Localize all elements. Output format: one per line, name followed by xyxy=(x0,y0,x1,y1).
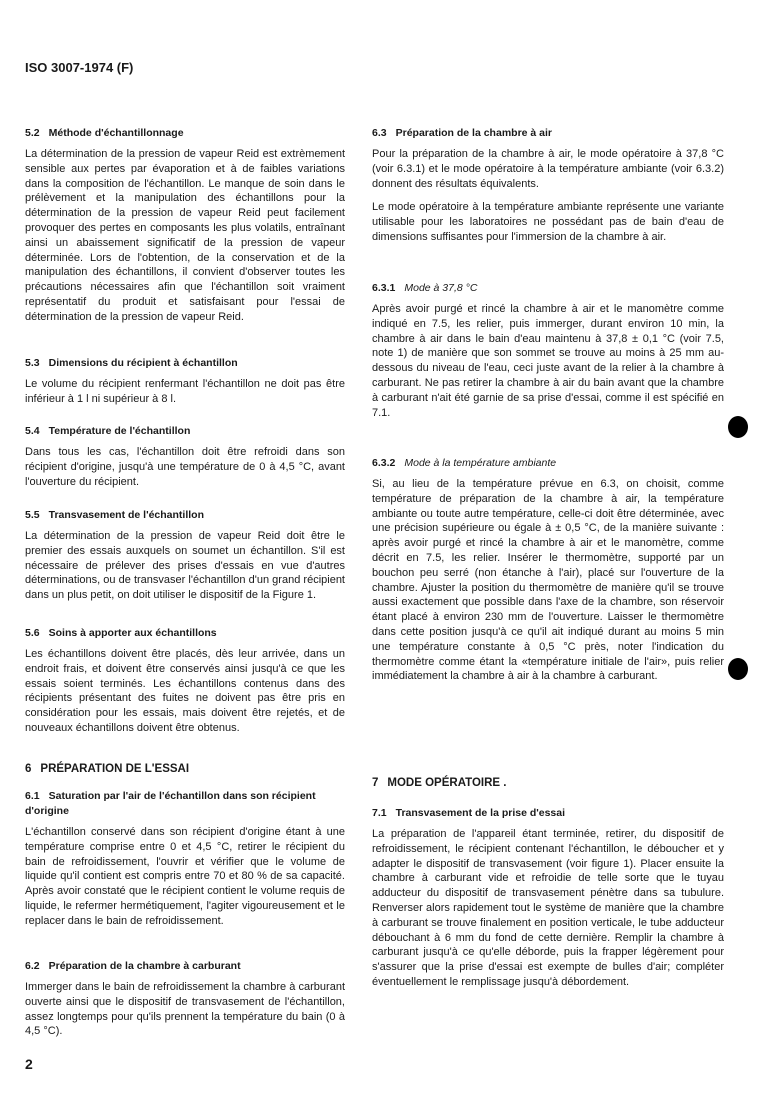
section-title: MODE OPÉRATOIRE . xyxy=(387,777,507,789)
section-heading xyxy=(372,126,724,141)
section-number: 6.3.1 xyxy=(372,282,396,294)
paragraph: Les échantillons doivent être placés, dès leur arrivée, dans un endroit frais, et doivent être conservés ainsi jusqu'à ce que les essais soient terminés. Les échantillons contenus dans des récipients présentant des fuites ne doivent pas être pris en considération pour les essais, mais doivent être rejetés, et de nouveaux échantillons doivent être obtenus. xyxy=(25,648,345,734)
section-heading xyxy=(25,424,345,439)
section xyxy=(372,126,724,254)
section-title: Transvasement de la prise d'essai xyxy=(395,807,566,819)
section-title: Saturation par l'air de l'échantillon dans son récipient d'origine xyxy=(25,790,316,817)
section xyxy=(25,789,345,938)
section-heading xyxy=(25,356,345,371)
section-number: 6.1 xyxy=(25,790,40,802)
section xyxy=(25,959,345,1048)
section-number: 5.5 xyxy=(25,509,40,521)
section xyxy=(372,806,724,999)
section-number: 7 xyxy=(372,777,379,789)
section-number: 6.2 xyxy=(25,960,40,972)
paragraph: Le mode opératoire à la température ambiante représente une variante utilisable pour les laboratoires ne possédant pas de bain d'eau de dimensions suffisantes pour l'immersion de la chambre à air. xyxy=(372,201,724,243)
section-title: Dimensions du récipient à échantillon xyxy=(48,357,238,369)
paragraph: La détermination de la pression de vapeur Reid doit être le premier des essais auxquels on soumet un échantillon. S'il est nécessaire de prélever des prises d'essais en vue d'autres déterminations, ou de transvaser l'échantillon d'un grand récipient dans un plus petit, on doit utiliser le dispositif de la Figure 1. xyxy=(25,530,345,602)
paragraph: Si, au lieu de la température prévue en 6.3, on choisit, comme température de préparation de la chambre à air, la température ambiante ou toute autre température, celle-ci doit être déterminée, avec une précision supérieure ou égale à ± 0,5 °C, de la manière suivante : après avoir purgé et rincé la chambre à air et le manomètre, comme décrit en 7.5, les relier. Insérer le thermomètre, supporté par un bouchon peu serré (non étanche à l'air), placé sur l'ouverture de la chambre. Ajuster la position du thermomètre de manière qu'il se trouve aussi exactement que possible dans l'axe de la chambre, son réservoir étant placé à environ 230 mm de l'ouverture. Laisser le thermomètre dans cette position jusqu'à ce qu'il ait indiqué durant au moins 5 min une température constante à 0,5 °C près, noter l'indication du thermomètre comme étant la «température initiale de l'air», puis relier immédiatement la chambre à air à la chambre à carburant. xyxy=(372,478,724,683)
paragraph: Pour la préparation de la chambre à air, le mode opératoire à 37,8 °C (voir 6.3.1) et le mode opératoire à la température ambiante (voir 6.3.2) donnent des résultats équivalents. xyxy=(372,148,724,190)
section-title: Mode à la température ambiante xyxy=(404,457,557,469)
section xyxy=(372,281,724,429)
section-title: Mode à 37,8 °C xyxy=(404,282,478,294)
section-number: 6 xyxy=(25,763,32,775)
section-title: Préparation de la chambre à carburant xyxy=(48,960,241,972)
section-number: 7.1 xyxy=(372,807,387,819)
section-title: Méthode d'échantillonnage xyxy=(48,127,184,139)
section xyxy=(25,126,345,334)
section xyxy=(25,626,345,745)
page-number: 2 xyxy=(25,1056,33,1072)
document-header: ISO 3007-1974 (F) xyxy=(25,60,134,75)
section-title: PRÉPARATION DE L'ESSAI xyxy=(40,763,190,775)
punch-hole-mark xyxy=(728,416,748,438)
section-heading xyxy=(25,508,345,523)
section-number: 5.4 xyxy=(25,425,40,437)
section xyxy=(25,356,345,416)
section-heading xyxy=(372,456,724,471)
section-title: Température de l'échantillon xyxy=(48,425,191,437)
section-heading xyxy=(25,789,345,819)
section-title: Transvasement de l'échantillon xyxy=(48,509,204,521)
section-number: 5.6 xyxy=(25,627,40,639)
paragraph: Après avoir purgé et rincé la chambre à air et le manomètre comme indiqué en 7.5, les relier, puis immerger, durant environ 10 min, la chambre à air dans le bain d'eau maintenu à 37,8 ± 0,1 °C (voir 7.5, note 1) de manière que son sommet se trouve au moins à 25 mm au-dessous du niveau de l'eau, ceci juste avant de la relier à la chambre à carburant. Ne pas retirer la chambre à air du bain avant que la chambre à carburant n'ait été garnie de sa prise d'essai, comme il est spécifié en 7.1. xyxy=(372,303,724,419)
paragraph: L'échantillon conservé dans son récipient d'origine étant à une température comprise entre 0 et 4,5 °C, retirer le récipient du bain de refroidissement, l'ouvrir et vérifier que le volume de liquide qu'il contient est compris entre 70 et 80 % de sa capacité. Après avoir constaté que le récipient contient le volume requis de liquide, le refermer hermétiquement, l'agiter vigoureusement et le replacer dans le bain de refroidissement. xyxy=(25,826,345,927)
section-title: Soins à apporter aux échantillons xyxy=(48,627,217,639)
section xyxy=(372,456,724,693)
section xyxy=(25,424,345,498)
section-heading xyxy=(372,776,724,791)
section xyxy=(372,776,724,803)
section-number: 5.2 xyxy=(25,127,40,139)
paragraph: Immerger dans le bain de refroidissement la chambre à carburant ouverte ainsi que le dispositif de transvasement de l'échantillon, assez longtemps pour qu'ils prennent la température du bain (0 à 4,5 °C). xyxy=(25,981,345,1038)
paragraph: La préparation de l'appareil étant terminée, retirer, du dispositif de refroidissement, le récipient contenant l'échantillon, le déboucher et y adapter le dispositif de transvasement (voir figure 1). Placer ensuite la chambre à carburant vide et refroidie de telle sorte que le tuyau adducteur du dispositif de transvasement pénètre dans sa tubulure. Renverser alors rapidement tout le système de manière que la chambre à carburant se trouve finalement en position verticale, le tube adducteur débouchant à 6 mm du fond de cette dernière. Remplir la chambre à carburant jusqu'à ce qu'elle déborde, puis la frapper légèrement pour s'assurer que la prise d'essai est exempte de bulles d'air; compléter éventuellement le remplissage jusqu'à débordement. xyxy=(372,828,724,988)
paragraph: Le volume du récipient renfermant l'échantillon ne doit pas être inférieur à 1 l ni supérieur à 8 l. xyxy=(25,378,345,405)
paragraph: Dans tous les cas, l'échantillon doit être refroidi dans son récipient d'origine, jusqu'à une température de 0 à 4,5 °C, avant l'ouverture du récipient. xyxy=(25,446,345,488)
section-heading xyxy=(25,126,345,141)
section-heading xyxy=(25,626,345,641)
section-number: 6.3.2 xyxy=(372,457,396,469)
section-number: 6.3 xyxy=(372,127,387,139)
section-number: 5.3 xyxy=(25,357,40,369)
section-heading xyxy=(25,959,345,974)
section-title: Préparation de la chambre à air xyxy=(395,127,553,139)
section xyxy=(25,508,345,612)
punch-hole-mark xyxy=(728,658,748,680)
section-heading xyxy=(372,806,724,821)
section-heading xyxy=(372,281,724,296)
section-heading xyxy=(25,762,345,777)
section xyxy=(25,762,345,789)
paragraph: La détermination de la pression de vapeur Reid est extrèmement sensible aux pertes par évaporation et à de faibles variations dans la composition de l'échantillon. Le manque de soin dans le prélèvement et la manipulation des échantillons pour la détermination de la pression de vapeur Reid peut facilement provoquer des pertes en composants les plus volatils, entraînant ainsi un abaissement significatif de la pression de vapeur déterminée. Lors de l'obtention, de la conservation et de la manipulation des échantillons, il convient d'observer toutes les précautions nécessaires afin que l'échantillon soit vraiment représentatif du produit et satisfaisant pour l'essai de détermination de la pression de vapeur Reid. xyxy=(25,148,345,323)
